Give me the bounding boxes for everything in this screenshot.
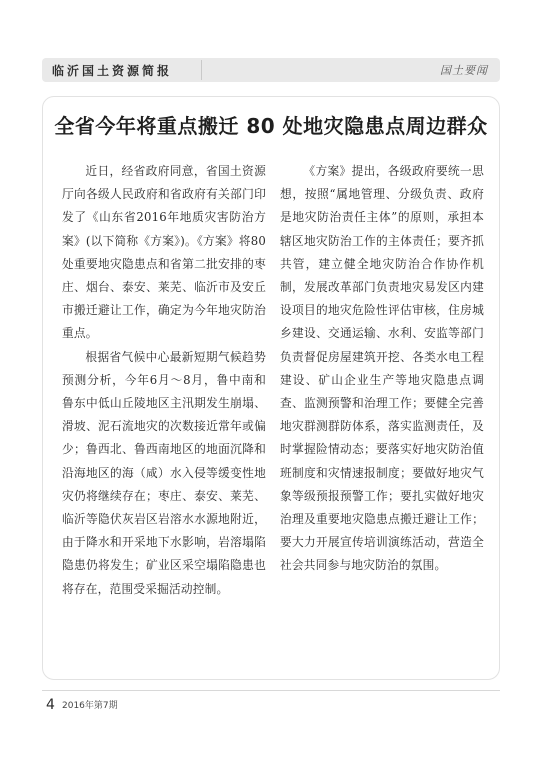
paragraph: 近日，经省政府同意，省国土资源厅向各级人民政府和省政府有关部门印发了《山东省2016年地质灾害防治方案》(以下简称《方案》)。《方案》将80处重要地灾隐患点和省第二批安排的枣庄、烟台、泰安、莱芜、临沂市及安丘市搬迁避让工作，确定为今年地灾防治重点。 xyxy=(62,164,266,341)
paragraph: 根据省气候中心最新短期气候趋势预测分析，今年6月～8月，鲁中南和鲁东中低山丘陵地区主汛期发生崩塌、滑坡、泥石流地灾的次数接近常年或偏少；鲁西北、鲁西南地区的地面沉降和沿海地区的海（咸）水入侵等缓变性地灾仍将继续存在；枣庄、泰安、莱芜、临沂等隐伏灰岩区岩溶水水源地附近，由于降水和开采地下水影响，岩溶塌陷隐患仍将发生；矿业区采空塌陷隐患也将存在，范围受采掘活动控制。 xyxy=(62,349,266,596)
issue-label: 2016年第7期 xyxy=(62,701,118,711)
page-number: 4 xyxy=(46,697,55,713)
publication-title: 临沂国土资源简报 xyxy=(42,60,202,80)
section-name: 国土要闻 xyxy=(440,64,488,77)
article-title: 全省今年将重点搬迁 80 处地灾隐患点周边群众 xyxy=(54,114,488,138)
left-column xyxy=(62,160,266,601)
right-column xyxy=(280,160,484,578)
paragraph: 《方案》提出，各级政府要统一思想，按照“属地管理、分级负责、政府是地灾防治责任主体”的原则，承担本辖区地灾防治工作的主体责任；要齐抓共管，建立健全地灾防治合作协作机制，发展改革部门负责地灾易发区内建设项目的地灾危险性评估审核，住房城乡建设、交通运输、水利、安监等部门负责督促房屋建筑开挖、各类水电工程建设、矿山企业生产等地灾隐患点调查、监测预警和治理工作；要健全完善地灾群测群防体系，落实监测责任，及时掌握险情动态；要落实好地灾防治值班制度和灾情速报制度；要做好地灾气象等级预报预警工作；要扎实做好地灾治理及重要地灾隐患点搬迁避让工作；要大力开展宣传培训演练活动，营造全社会共同参与地灾防治的氛围。 xyxy=(280,164,484,573)
footer-divider xyxy=(42,690,500,691)
page-header xyxy=(42,58,500,82)
